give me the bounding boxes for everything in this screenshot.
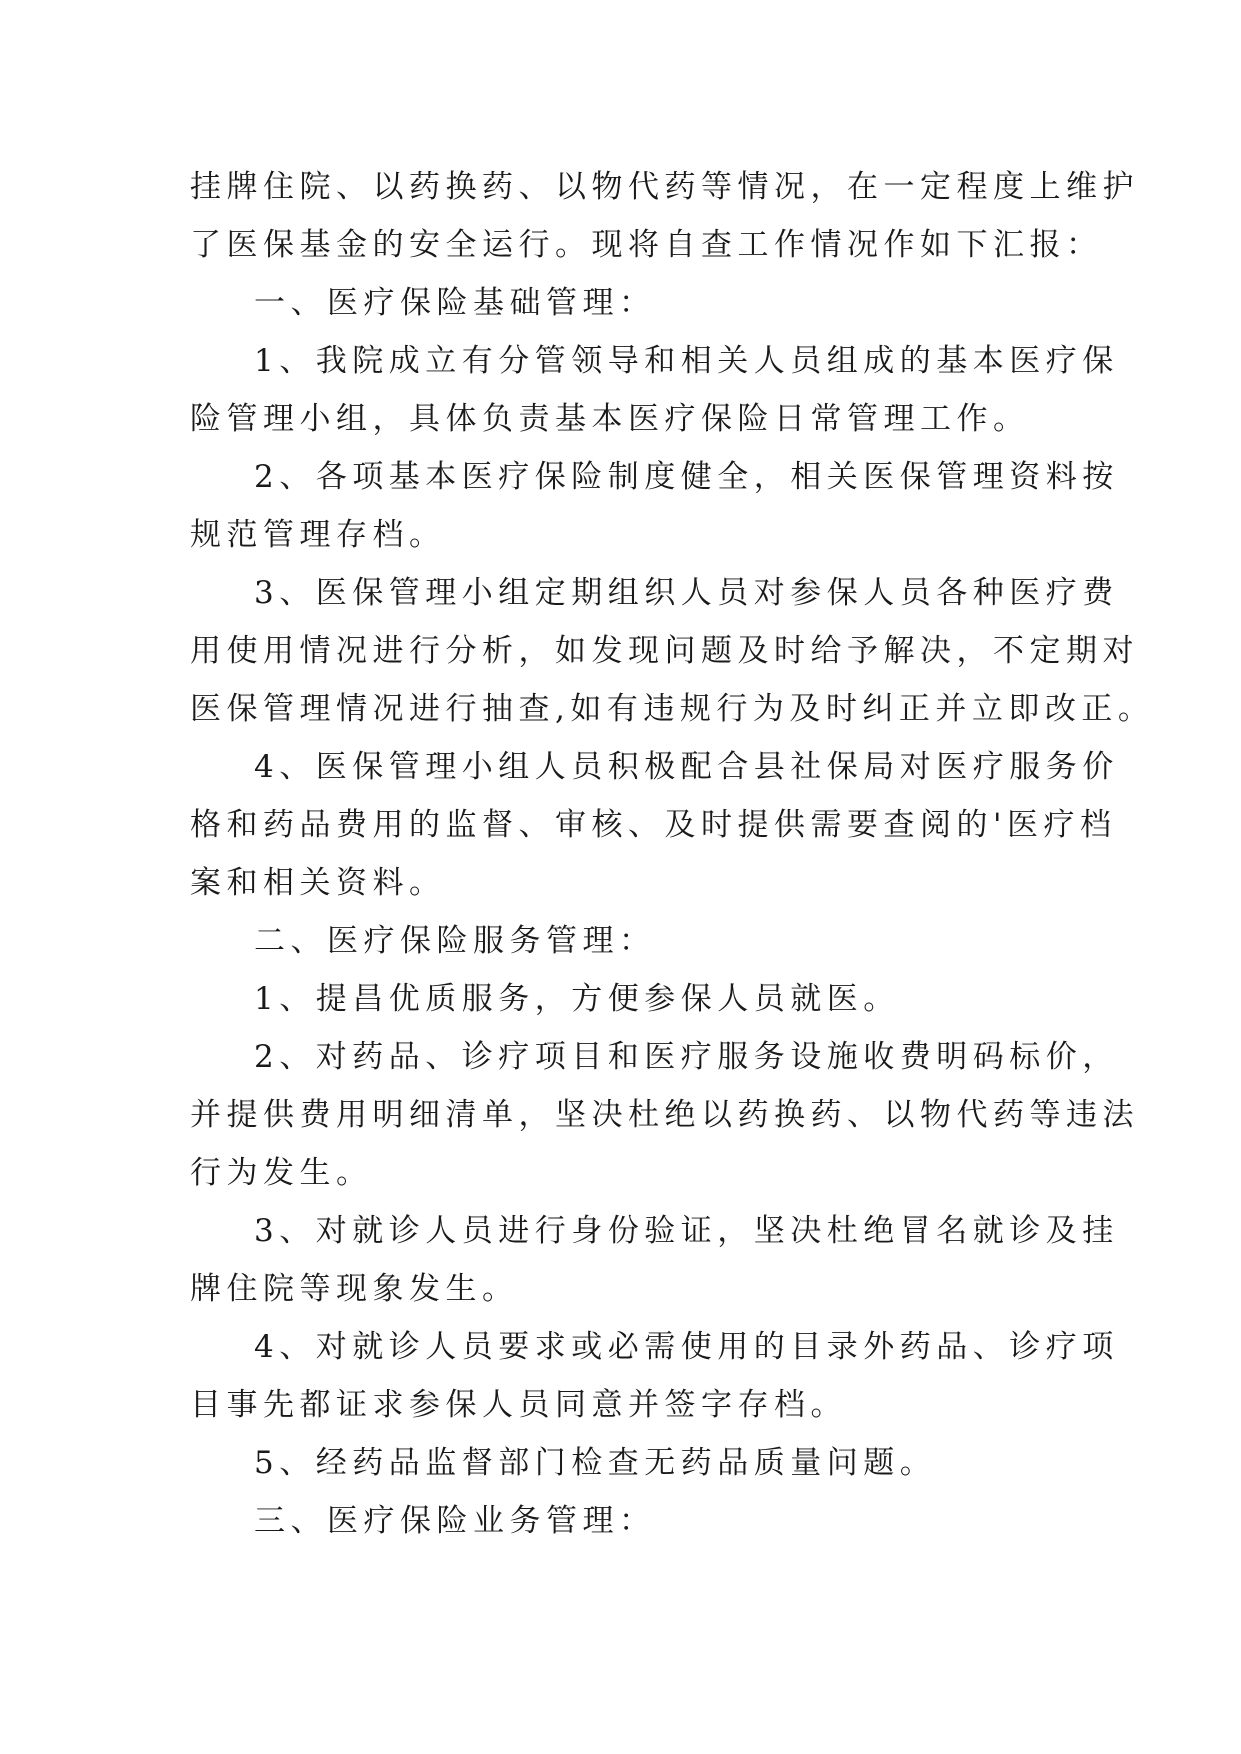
text-line: 险管理小组，具体负责基本医疗保险日常管理工作。 [190, 401, 1030, 437]
text-line: 1、提昌优质服务，方便参保人员就医。 [254, 981, 900, 1017]
text-line: 2、对药品、诊疗项目和医疗服务设施收费明码标价， [254, 1039, 1119, 1075]
text-line: 并提供费用明细清单，坚决杜绝以药换药、以物代药等违法 [190, 1097, 1139, 1133]
text-line: 3、对就诊人员进行身份验证，坚决杜绝冒名就诊及挂 [254, 1213, 1119, 1249]
section-heading: 一、医疗保险基础管理： [254, 285, 656, 321]
text-line: 2、各项基本医疗保险制度健全，相关医保管理资料按 [254, 459, 1119, 495]
text-line: 5、经药品监督部门检查无药品质量问题。 [254, 1445, 937, 1481]
text-line: 4、医保管理小组人员积极配合县社保局对医疗服务价 [254, 749, 1119, 785]
section-heading: 三、医疗保险业务管理： [254, 1503, 656, 1539]
document-body [190, 158, 1155, 1550]
text-line: 牌住院等现象发生。 [190, 1271, 519, 1307]
text-line: 规范管理存档。 [190, 517, 446, 553]
text-line: 3、医保管理小组定期组织人员对参保人员各种医疗费 [254, 575, 1119, 611]
text-line: 医保管理情况进行抽查,如有违规行为及时纠正并立即改正。 [190, 691, 1155, 727]
section-heading: 二、医疗保险服务管理： [254, 923, 656, 959]
text-line: 目事先都证求参保人员同意并签字存档。 [190, 1387, 847, 1423]
text-line: 4、对就诊人员要求或必需使用的目录外药品、诊疗项 [254, 1329, 1119, 1365]
text-line: 行为发生。 [190, 1155, 373, 1191]
text-line: 案和相关资料。 [190, 865, 446, 901]
text-line: 格和药品费用的监督、审核、及时提供需要查阅的'医疗档 [190, 807, 1117, 843]
text-line: 用使用情况进行分析，如发现问题及时给予解决，不定期对 [190, 633, 1139, 669]
text-line: 挂牌住院、以药换药、以物代药等情况，在一定程度上维护 [190, 169, 1139, 205]
text-line: 了医保基金的安全运行。现将自查工作情况作如下汇报： [190, 227, 1103, 263]
text-line: 1、我院成立有分管领导和相关人员组成的基本医疗保 [254, 343, 1119, 379]
